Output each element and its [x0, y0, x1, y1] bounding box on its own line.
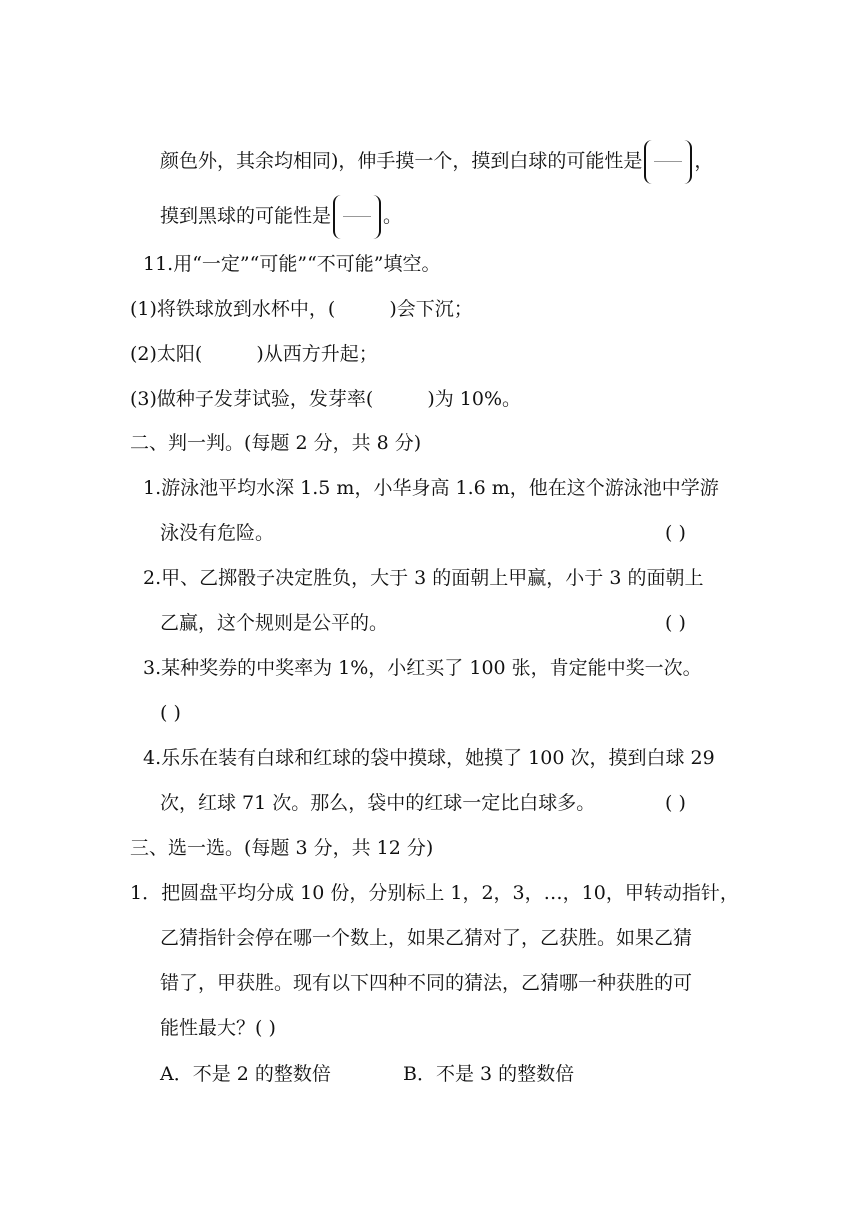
q11-item-2 [130, 342, 378, 366]
choice-q1-line4[interactable]: 能性最大？( ) [160, 1017, 276, 1039]
cont-line-1-text: 颜色外，其余均相同)，伸手摸一个，摸到白球的可能性是 [160, 150, 643, 172]
judge-q2-line2: 乙赢，这个规则是公平的。 [160, 612, 389, 634]
choice-q1-line1: 1．把圆盘平均分成 10 份，分别标上 1，2，3，…，10，甲转动指针， [130, 882, 739, 904]
judge-q1-line2: 泳没有危险。 [160, 522, 275, 544]
choice-q1-line2: 乙猜指针会停在哪一个数上，如果乙猜对了，乙获胜。如果乙猜 [160, 927, 693, 949]
judge-q4-answer-paren[interactable]: ( ) [665, 792, 686, 814]
option-a[interactable]: A．不是 2 的整数倍 [160, 1063, 331, 1085]
choice-q1-line3: 错了，甲获胜。现有以下四种不同的猜法，乙猜哪一种获胜的可 [160, 972, 693, 994]
cont-line-1 [160, 140, 713, 184]
judge-q2-answer-paren[interactable]: ( ) [665, 612, 686, 634]
option-b[interactable]: B．不是 3 的整数倍 [403, 1063, 575, 1085]
q11-item-1-pre: (1)将铁球放到水杯中，( [130, 298, 336, 320]
cont-line-2-end: 。 [383, 205, 403, 227]
section2-title: 二、判一判。(每题 2 分，共 8 分) [130, 432, 422, 454]
fraction-bar [343, 216, 371, 217]
judge-q1-line1: 1.游泳池平均水深 1.5 m，小华身高 1.6 m，他在这个游泳池中学游 [143, 477, 719, 499]
fraction-answer-box-white[interactable] [644, 140, 692, 184]
q11-item-2-pre: (2)太阳( [130, 343, 203, 365]
judge-q4-line2: 次，红球 71 次。那么，袋中的红球一定比白球多。 [160, 792, 596, 814]
q11-title: 11.用“一定”“可能”“不可能”填空。 [143, 253, 441, 275]
judge-q4-line1: 4.乐乐在装有白球和红球的袋中摸球，她摸了 100 次，摸到白球 29 [143, 747, 715, 769]
q11-item-3 [130, 387, 521, 411]
cont-line-2 [160, 195, 402, 239]
judge-q1-answer-paren[interactable]: ( ) [665, 522, 686, 544]
q11-item-2-post: )从西方升起； [256, 343, 378, 365]
fraction-bar [654, 161, 682, 162]
fraction-answer-box-black[interactable] [333, 195, 381, 239]
judge-q3-answer-paren[interactable]: ( ) [160, 702, 181, 724]
judge-q2-line1: 2.甲、乙掷骰子决定胜负，大于 3 的面朝上甲赢，小于 3 的面朝上 [143, 567, 704, 589]
q11-item-3-post: )为 10%。 [427, 388, 522, 410]
judge-q3-line1: 3.某种奖券的中奖率为 1%，小红买了 100 张，肯定能中奖一次。 [143, 657, 702, 679]
q11-item-1-post: )会下沉； [389, 298, 473, 320]
q11-item-3-pre: (3)做种子发芽试验，发芽率( [130, 388, 374, 410]
cont-line-1-end: ， [694, 150, 714, 172]
section3-title: 三、选一选。(每题 3 分，共 12 分) [130, 837, 434, 859]
cont-line-2-text: 摸到黑球的可能性是 [160, 205, 332, 227]
q11-item-1 [130, 297, 473, 321]
